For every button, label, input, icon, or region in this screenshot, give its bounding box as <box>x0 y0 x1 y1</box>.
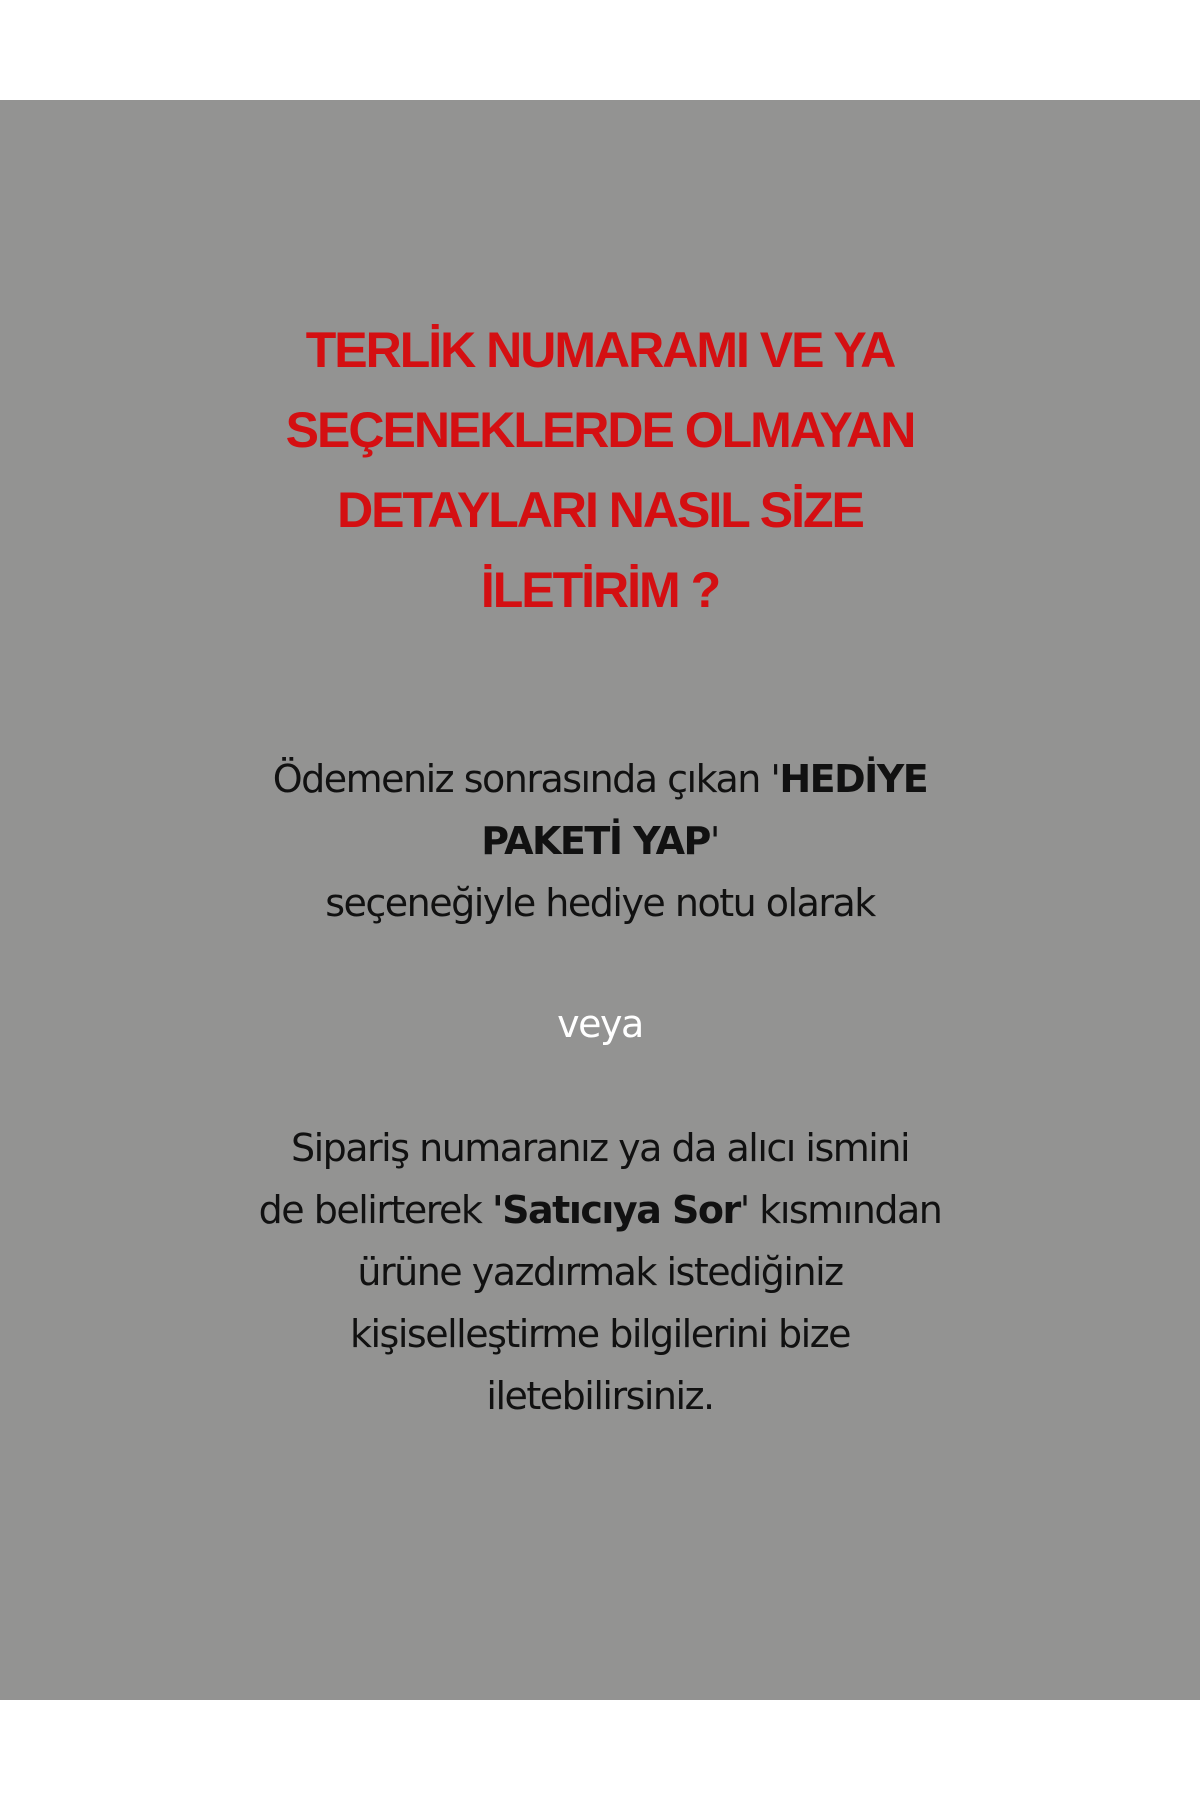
ask-seller-instructions <box>0 1117 1200 1427</box>
heading-line: SEÇENEKLERDE OLMAYAN <box>285 402 915 458</box>
gift-note-instructions <box>0 748 1200 934</box>
heading-line: İLETİRİM ? <box>480 562 720 618</box>
text-line: kişiselleştirme bilgilerini bize <box>349 1312 851 1356</box>
gift-package-label: HEDİYE <box>779 757 928 801</box>
text-segment: ' kısmından <box>739 1188 942 1232</box>
heading-line: DETAYLARI NASIL SİZE <box>337 482 863 538</box>
text-line <box>0 748 1200 810</box>
ask-seller-label: 'Satıcıya Sor <box>492 1188 740 1232</box>
heading-line: TERLİK NUMARAMI VE YA <box>305 322 895 378</box>
text-line <box>0 1179 1200 1241</box>
text-segment: ' <box>709 819 719 863</box>
gift-package-label-cont: PAKETİ YAP <box>481 819 710 863</box>
text-line <box>0 810 1200 872</box>
separator-text: veya <box>557 1002 643 1046</box>
text-line: seçeneğiyle hediye notu olarak <box>325 881 875 925</box>
text-line: ürüne yazdırmak istediğiniz <box>357 1250 843 1294</box>
text-line: iletebilirsiniz. <box>486 1374 714 1418</box>
page-heading <box>0 310 1200 630</box>
text-segment: Ödemeniz sonrasında çıkan ' <box>272 757 780 801</box>
text-segment: de belirterek <box>258 1188 493 1232</box>
text-line: Sipariş numaranız ya da alıcı ismini <box>290 1126 910 1170</box>
